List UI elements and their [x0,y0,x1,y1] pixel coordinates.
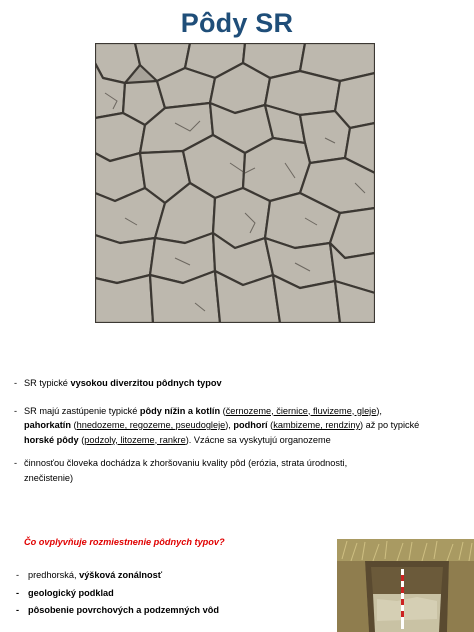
factors-list [16,567,219,620]
bullet-soil-types: - SR majú zastúpenie typické pôdy nížin a kotlín (černozeme, čiernice, fluvizeme, gleje), pahorkatín (hnedozeme, regozeme, pseudogleje), podhorí (kambizeme, rendziny) až po typické horské pôdy (podzoly, litozeme, rankre). Vzácne sa vyskytujú organozeme [14,405,420,445]
question-heading: Čo ovplyvňuje rozmiestnenie pôdnych typov? [24,537,225,547]
bullet-dash: - [14,378,18,388]
mountain-soils-list: podzoly, litozeme, rankre [84,434,186,445]
upland-soils-list: hnedozeme, regozeme, pseudogleje [76,420,226,430]
page-title: Pôdy SR [180,8,294,38]
bullet-dash: - [14,458,18,468]
info-bullets [14,376,464,485]
bullet-dash: - [16,587,20,598]
bullet-dash: - [16,605,20,615]
soil-profile-photo [337,539,474,632]
foothill-soils-list: kambizeme, rendziny [273,420,361,430]
lowland-soils-list: černozeme, čiernice, fluvizeme, gleje [225,405,377,416]
factor-geology: - geologický podklad [16,585,219,603]
bullet-diversity: - SR typické vysokou diverzitou pôdnych typov [14,376,464,391]
factor-water: - pôsobenie povrchových a podzemných vôd [16,602,219,620]
bullet-human-impact: - činnosťou človeka dochádza k zhoršovaniu kvality pôd (erózia, strata úrodnosti, znečistenie) [14,458,348,483]
bullet-dash: - [16,570,20,580]
bullet-dash: - [14,405,18,416]
factor-altitudinal-zonality: - predhorská, výšková zonálnosť [16,567,219,585]
cracked-soil-photo [95,43,375,323]
